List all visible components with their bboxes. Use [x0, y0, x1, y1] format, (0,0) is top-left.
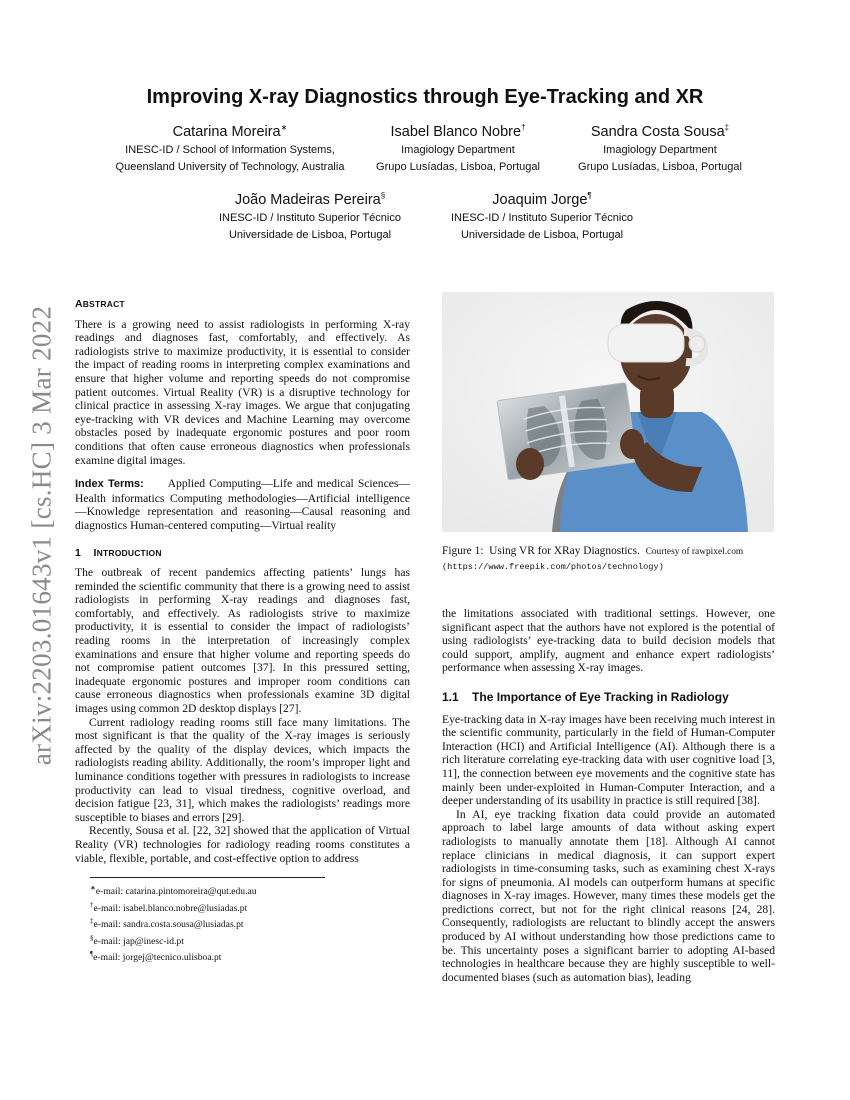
- author-block-5: [432, 186, 652, 244]
- left-column: [75, 298, 410, 865]
- author-affiliation: Imagiology Department: [603, 143, 717, 156]
- index-terms-text: Applied Computing—Life and medical Sciences—Health informatics Computing methodologies—Artificial intelligence—Knowledge representation and reasoning—Causal reasoning and diagnostics Human-centered computing—Virtual reality: [75, 477, 410, 532]
- author-affiliation: Queensland University of Technology, Australia: [115, 160, 345, 173]
- index-terms-label: Index Terms:: [75, 478, 144, 491]
- author-affiliation: Universidade de Lisboa, Portugal: [460, 228, 624, 241]
- author-affiliation: INESC-ID / Instituto Superior Técnico: [451, 211, 633, 224]
- paper-title: Improving X-ray Diagnostics through Eye-Tracking and XR: [146, 86, 704, 108]
- author-affiliation: Universidade de Lisboa, Portugal: [228, 228, 392, 241]
- footnote: ¶e-mail: jorgej@tecnico.ulisboa.pt: [90, 950, 222, 964]
- caption-label: Figure 1:: [442, 545, 484, 557]
- author-name: Joaquim Jorge: [492, 191, 588, 208]
- author-footnote-mark: ¶: [587, 191, 592, 200]
- caption-url: (https://www.freepik.com/photos/technology): [442, 561, 664, 572]
- author-footnote-mark: ∗: [280, 123, 288, 132]
- author-footnote-mark: §: [380, 191, 386, 200]
- author-footnote-mark: ‡: [724, 123, 730, 132]
- author-name: João Madeiras Pereira: [234, 191, 381, 208]
- caption-credit: Courtesy of rawpixel.com: [645, 547, 744, 557]
- subsection-paragraph: Eye-tracking data in X-ray images have been receiving much interest in the scientific community, particularly in the field of Human-Computer Interaction (HCI) and Artificial Intelligence (AI). Although there is a rich literature correlating eye-tracking data with user cognitive load [3, 11], the connection between eye movements and the cognitive state has mainly been under-exploited in Human-Computer Interaction, and a deeper understanding of its usability in practice is still required [38].: [442, 712, 775, 808]
- intro-paragraph: The outbreak of recent pandemics affecting patients’ lungs has reminded the scientific community that there is a growing need to assist radiologists in performing X-ray readings and diagnoses fast, comfortably, and effectively. As radiologists strive to maximize productivity, it is essential to consider the impact of radiologists’ reading rooms in the interpretation of increasingly complex examinations and ensure that higher volume and reporting speeds do not compromise patient outcomes [37]. In this pressured setting, inadequate ergonomic postures and improper room conditions can cause erroneous diagnostics when professionals examine 3D digital images using common 2D desktop displays [27].: [75, 566, 410, 716]
- author-affiliation: Grupo Lusíadas, Lisboa, Portugal: [376, 160, 540, 173]
- footnote: ‡e-mail: sandra.costa.sousa@lusiadas.pt: [90, 917, 244, 931]
- footnote-divider: [90, 877, 325, 878]
- author-affiliation: Imagiology Department: [401, 143, 515, 156]
- author-footnote-mark: †: [521, 123, 526, 132]
- footnote: §e-mail: jap@inesc-id.pt: [90, 933, 184, 947]
- figure-caption: [442, 545, 782, 574]
- abstract-heading: ABSTRACT: [75, 298, 125, 310]
- intro-paragraph: Current radiology reading rooms still face many limitations. The most significant is that the quality of the X-ray images is seriously affected by the quality of the display devices, which impacts the radiologists reading ability. Additionally, the room’s improper light and luminance conditions together with pressures in radiologists to increase productivity can lead to visual tiredness, cognitive overload, and decision fatigue [23, 31], which makes the radiologists’ readings more susceptible to biases and errors [29].: [75, 715, 410, 824]
- abstract-text: There is a growing need to assist radiologists in performing X-ray readings and diagnoses fast, comfortably, and effectively. As radiologists strive to maximize productivity, it is essential to consider the impact of reading rooms in interpreting complex examinations and ensure that higher volume and reporting speeds do not compromise patient outcomes. Virtual Reality (VR) is a disruptive technology for clinical practice in assessing X-ray images. We argue that conjugating eye-tracking with VR devices and Machine Learning may overcome obstacles posed by inadequate ergonomic postures and poor room conditions that often cause erroneous diagnostics when professionals examine digital images.: [75, 317, 410, 467]
- vr-xray-illustration: [442, 292, 774, 532]
- author-name: Catarina Moreira: [172, 123, 281, 140]
- index-terms: [75, 477, 410, 532]
- arxiv-identifier-text: arXiv:2203.01643v1 [cs.HC] 3 Mar 2022: [26, 305, 57, 765]
- footnote: ∗e-mail: catarina.pintomoreira@qut.edu.au: [90, 884, 257, 898]
- author-block-4: [200, 186, 420, 244]
- intro-paragraph: Recently, Sousa et al. [22, 32] showed that the application of Virtual Reality (VR) technologies for radiology reading rooms constitutes a viable, flexible, portable, and cost-effective option to address: [75, 824, 410, 865]
- footnotes: [90, 882, 340, 965]
- arxiv-identifier: [16, 295, 68, 775]
- intro-continuation: the limitations associated with traditional settings. However, one significant aspect that the authors have not explored is the potential of using radiologists’ eye-tracking data to build decision models that could support, amplify, augment and enhance expert radiologists’ performance when assessing X-ray images.: [442, 607, 775, 675]
- author-affiliation: INESC-ID / School of Information Systems,: [125, 143, 335, 156]
- caption-text: Using VR for XRay Diagnostics.: [489, 545, 640, 557]
- figure-vr-xray-photo: [442, 292, 774, 532]
- author-block-3: [560, 118, 760, 176]
- introduction-heading: 1 INTRODUCTION: [75, 546, 162, 559]
- author-block-1: [95, 118, 365, 176]
- subsection-paragraph: In AI, eye tracking fixation data could provide an automated approach to label large amounts of data without asking expert radiologists to manually annotate them [18]. Although AI cannot replace clinicians in medical diagnosis, it can support expert radiologists in time-consuming tasks, such as examining chest X-rays for signs of pneumonia. AI models can outperform humans at specific diagnoses in X-ray images. However, many times these models get the predictions correct, but not for the right clinical reasons [24, 28]. Consequently, radiologists are reluctant to blindly accept the answers produced by AI without understanding how those predictions came to be. This uncertainty poses a significant barrier to adopting AI-based technologies in healthcare because they are highly susceptible to well-documented biases (such as automation bias), leading: [442, 807, 775, 984]
- author-affiliation: INESC-ID / Instituto Superior Técnico: [219, 211, 401, 224]
- author-affiliation: Grupo Lusíadas, Lisboa, Portugal: [578, 160, 742, 173]
- author-name: Isabel Blanco Nobre: [390, 123, 522, 140]
- author-block-2: [358, 118, 558, 176]
- right-column: [442, 607, 775, 984]
- footnote: †e-mail: isabel.blanco.nobre@lusiadas.pt: [90, 900, 248, 914]
- subsection-heading: 1.1 The Importance of Eye Tracking in Radiology: [442, 689, 729, 704]
- author-name: Sandra Costa Sousa: [590, 123, 725, 140]
